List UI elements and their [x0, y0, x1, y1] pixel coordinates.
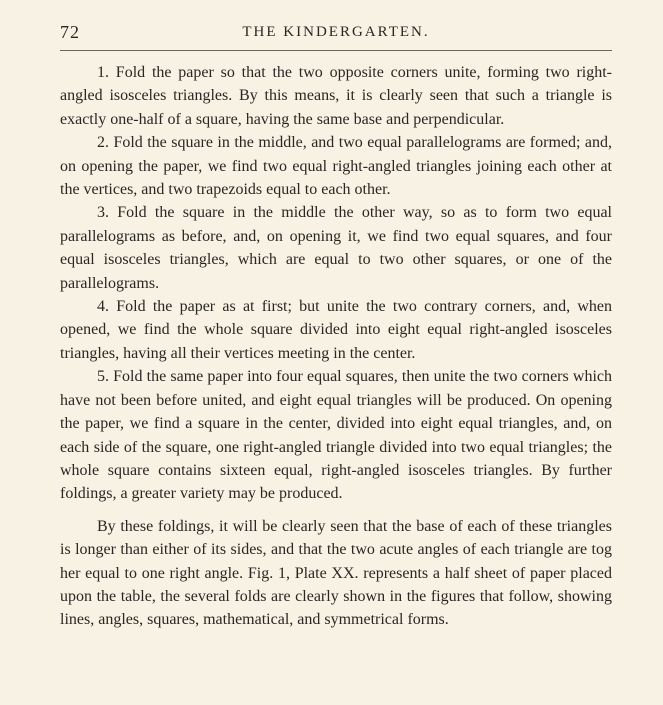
paragraph-conclusion: By these foldings, it will be clearly seen that the base of each of these triangles is longer than either of its sides, and that the two acute angles of each triangle are tog her equal to one right angle. Fig. 1, Plate XX. represents a half sheet of paper placed upon the table, the several folds are clearly shown in the figures that follow, showing lines, angles, squares, mathematical, and symmetrical forms.	[60, 517, 612, 629]
running-head: THE KINDERGARTEN.	[242, 24, 430, 40]
body-text	[60, 61, 612, 632]
paragraph-fold-3: 3. Fold the square in the middle the other way, so as to form two equal parallelograms as before, and, on opening it, we find two equal squares, and four equal isosceles triangles, which are equal to two other squares, or one of the parallelograms.	[60, 204, 612, 292]
paragraph-fold-1: 1. Fold the paper so that the two opposite corners unite, forming two right-angled isosceles triangles. By this means, it is clearly seen that such a triangle is exactly one-half of a square, having the same base and perpendicular.	[60, 64, 612, 128]
paragraph-fold-2: 2. Fold the square in the middle, and two equal parallelograms are formed; and, on opening the paper, we find two equal right-angled triangles joining each other at the vertices, and two trapezoids equal to each other.	[60, 134, 612, 199]
page-header	[60, 20, 612, 46]
header-rule	[60, 50, 612, 51]
page-number: 72	[60, 22, 80, 42]
paragraph-fold-4: 4. Fold the paper as at first; but unite the two contrary corners, and, when opened, we find the whole square divided into eight equal right-angled isosceles triangles, having all their vertices meeting in the center.	[60, 298, 612, 362]
paragraph-fold-5: 5. Fold the same paper into four equal squares, then unite the two corners which have not been before united, and eight equal triangles will be produced. On opening the paper, we find a square in the center, divided into eight equal triangles, and, on each side of the square, one right-angled triangle divided into two equal triangles; the whole square contains sixteen equal, right-angled isosceles triangles. By further foldings, a greater variety may be produced.	[60, 368, 612, 503]
